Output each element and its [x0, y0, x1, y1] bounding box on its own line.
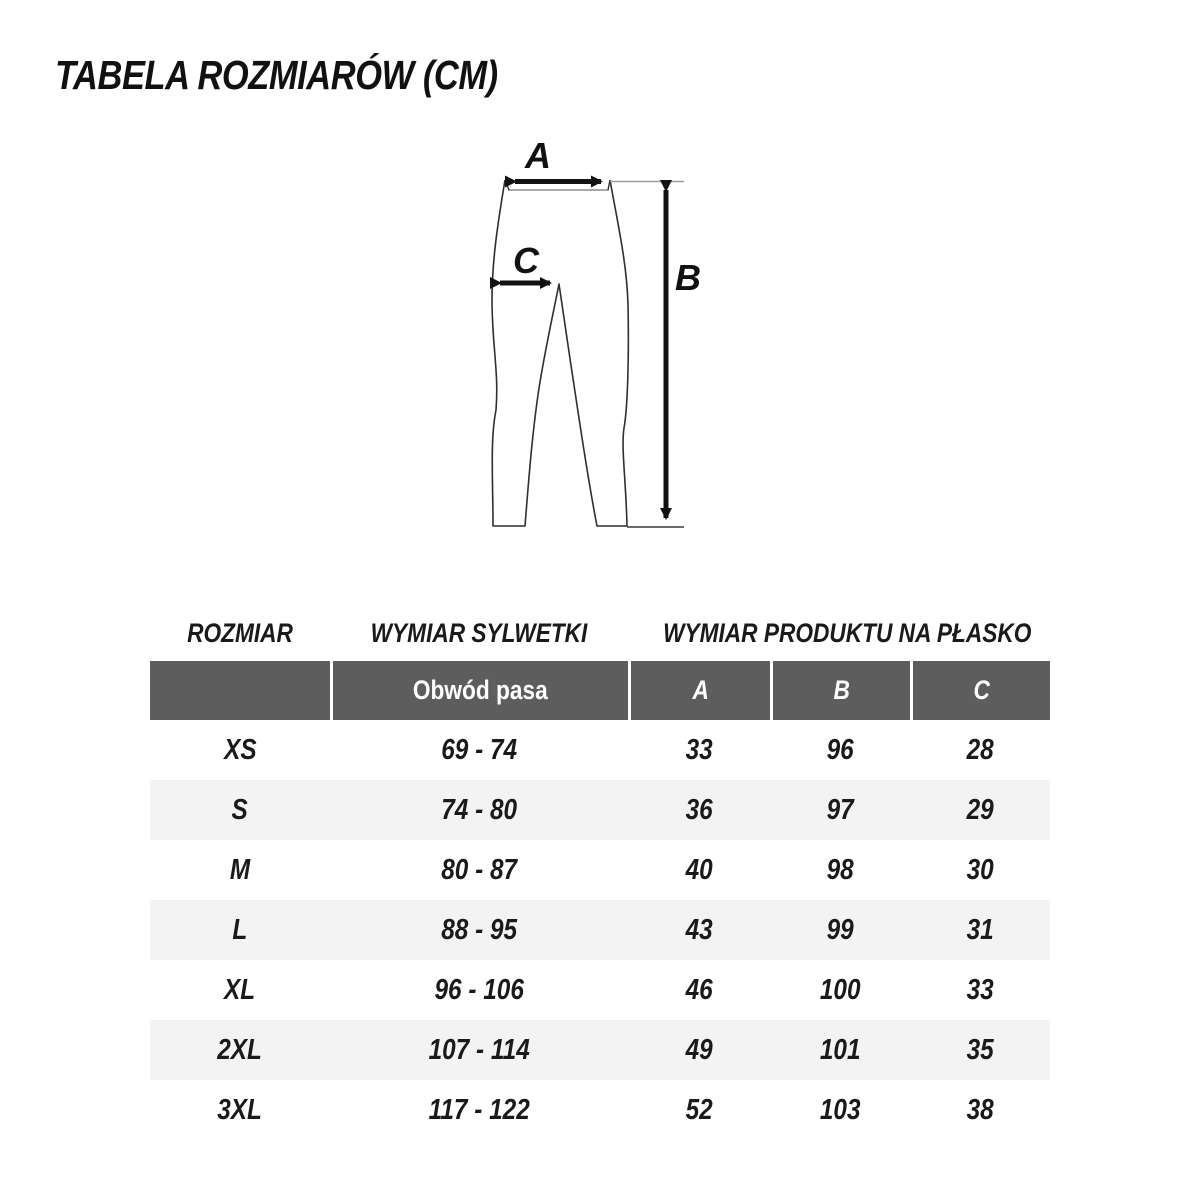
b-value: 101: [819, 1033, 861, 1066]
table-row-3xl: [150, 1080, 1050, 1140]
b-cell: [770, 914, 910, 947]
size-table: [150, 606, 1050, 1140]
header-a-label: A: [692, 675, 709, 705]
waist-corner-right: [608, 180, 610, 190]
a-cell: [628, 794, 770, 827]
c-cell: [910, 734, 1050, 767]
a-value: 40: [685, 853, 713, 886]
size-value: XS: [223, 733, 257, 766]
c-value: 35: [966, 1033, 994, 1066]
waist-value: 69 - 74: [441, 733, 517, 766]
c-value: 38: [966, 1093, 994, 1126]
c-cell: [910, 914, 1050, 947]
b-value: 99: [826, 913, 854, 946]
header-c-label: C: [973, 675, 990, 705]
a-value: 46: [685, 973, 713, 1006]
b-cell: [770, 1094, 910, 1127]
leggings-measurement-diagram: [460, 130, 720, 560]
a-cell: [628, 854, 770, 887]
waist-cell: [330, 974, 628, 1007]
b-value: 98: [826, 853, 854, 886]
table-row-xl: [150, 960, 1050, 1020]
size-value: S: [231, 793, 249, 826]
size-cell: [150, 1094, 330, 1127]
a-value: 49: [685, 1033, 713, 1066]
table-row-l: [150, 900, 1050, 960]
b-value: 97: [826, 793, 854, 826]
table-row-s: [150, 780, 1050, 840]
header-cell-c: [910, 661, 1050, 720]
group-header-product-label: WYMIAR PRODUKTU NA PŁASKO: [663, 618, 1032, 648]
c-value: 28: [966, 733, 994, 766]
c-value: 30: [966, 853, 994, 886]
a-value: 43: [685, 913, 713, 946]
c-cell: [910, 794, 1050, 827]
group-header-size-label: ROZMIAR: [187, 618, 293, 648]
a-cell: [628, 1034, 770, 1067]
waist-value: 96 - 106: [434, 973, 524, 1006]
waist-cell: [330, 794, 628, 827]
size-value: L: [232, 913, 248, 946]
waist-value: 80 - 87: [441, 853, 517, 886]
c-cell: [910, 974, 1050, 1007]
header-cell-empty: [150, 661, 330, 720]
diagram-label-A: A: [525, 135, 551, 176]
size-cell: [150, 734, 330, 767]
a-cell: [628, 974, 770, 1007]
waist-cell: [330, 854, 628, 887]
c-cell: [910, 1094, 1050, 1127]
size-value: 3XL: [217, 1093, 263, 1126]
b-value: 96: [826, 733, 854, 766]
group-header-body-label: WYMIAR SYLWETKI: [370, 618, 588, 648]
b-cell: [770, 794, 910, 827]
table-row-2xl: [150, 1020, 1050, 1080]
waist-cell: [330, 1034, 628, 1067]
header-waist-label: Obwód pasa: [413, 675, 548, 705]
waist-cell: [330, 1094, 628, 1127]
c-value: 33: [966, 973, 994, 1006]
diagram-label-B: B: [675, 257, 701, 298]
c-value: 31: [966, 913, 994, 946]
b-cell: [770, 1034, 910, 1067]
b-value: 103: [819, 1093, 861, 1126]
a-value: 33: [685, 733, 713, 766]
waist-cell: [330, 734, 628, 767]
a-value: 36: [685, 793, 713, 826]
size-value: M: [229, 853, 251, 886]
size-value: XL: [224, 973, 256, 1006]
c-cell: [910, 1034, 1050, 1067]
group-header-product: [628, 618, 1050, 649]
waist-cell: [330, 914, 628, 947]
table-header-row: [150, 661, 1050, 720]
header-cell-a: [628, 661, 770, 720]
group-header-size: [150, 618, 330, 649]
header-cell-waist: [330, 661, 628, 720]
a-value: 52: [685, 1093, 713, 1126]
table-group-header-row: [150, 606, 1050, 661]
waist-value: 107 - 114: [428, 1033, 530, 1066]
c-cell: [910, 854, 1050, 887]
group-header-body: [330, 618, 628, 649]
b-cell: [770, 974, 910, 1007]
page-title: TABELA ROZMIARÓW (CM): [55, 52, 498, 98]
a-cell: [628, 734, 770, 767]
b-cell: [770, 734, 910, 767]
header-b-label: B: [833, 675, 850, 705]
a-cell: [628, 1094, 770, 1127]
diagram-label-C: C: [513, 240, 539, 281]
size-cell: [150, 1034, 330, 1067]
waist-value: 88 - 95: [441, 913, 517, 946]
table-row-m: [150, 840, 1050, 900]
size-cell: [150, 914, 330, 947]
waist-corner-left: [505, 180, 509, 190]
waist-value: 74 - 80: [441, 793, 517, 826]
b-value: 100: [819, 973, 861, 1006]
c-value: 29: [966, 793, 994, 826]
a-cell: [628, 914, 770, 947]
size-cell: [150, 854, 330, 887]
size-cell: [150, 794, 330, 827]
waist-value: 117 - 122: [428, 1093, 530, 1126]
b-cell: [770, 854, 910, 887]
table-row-xs: [150, 720, 1050, 780]
size-cell: [150, 974, 330, 1007]
size-value: 2XL: [217, 1033, 263, 1066]
leggings-outline: [492, 180, 628, 526]
header-cell-b: [770, 661, 910, 720]
